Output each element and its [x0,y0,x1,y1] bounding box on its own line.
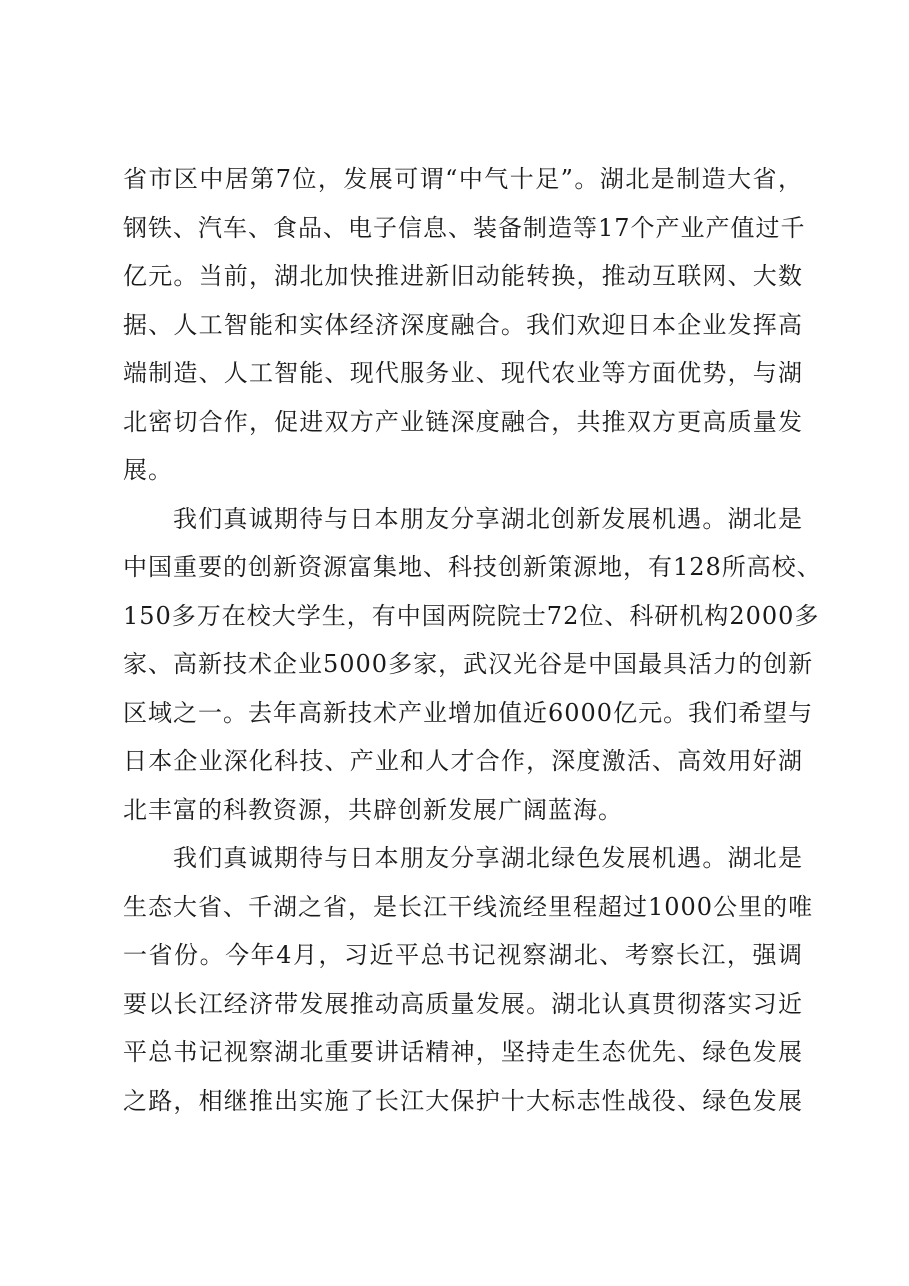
text-line: 我们真诚期待与日本朋友分享湖北创新发展机遇。湖北是 [173,504,803,533]
text-line: 端制造、人工智能、现代服务业、现代农业等方面优势，与湖 [123,359,803,387]
document-body [123,155,822,1125]
text-line: 家、高新技术企业5000多家，武汉光谷是中国最具活力的创新 [123,650,814,678]
text-line: 我们真诚期待与日本朋友分享湖北绿色发展机遇。湖北是 [173,844,803,872]
text-line: 要以长江经济带发展推动高质量发展。湖北认真贯彻落实习近 [123,989,803,1018]
text-line: 日本企业深化科技、产业和人才合作，深度激活、高效用好湖 [123,747,803,775]
text-line: 省市区中居第7位，发展可谓“中气十足”。湖北是制造大省， [123,165,803,193]
text-line: 据、人工智能和实体经济深度融合。我们欢迎日本企业发挥高 [123,310,803,339]
text-line: 北密切合作，促进双方产业链深度融合，共推双方更高质量发 [123,407,803,436]
text-line: 钢铁、汽车、食品、电子信息、装备制造等17个产业产值过千 [123,213,806,242]
text-line: 展。 [123,456,173,484]
paragraph-3 [123,834,814,1125]
text-line: 平总书记视察湖北重要讲话精神，坚持走生态优先、绿色发展 [123,1038,803,1066]
paragraph-2 [123,495,822,835]
text-line: 之路，相继推出实施了长江大保护十大标志性战役、绿色发展 [123,1086,803,1115]
text-line: 区域之一。去年高新技术产业增加值近6000亿元。我们希望与 [123,698,814,727]
text-line: 亿元。当前，湖北加快推进新旧动能转换，推动互联网、大数 [123,262,803,290]
text-line: 北丰富的科教资源，共辟创新发展广阔蓝海。 [123,795,623,824]
text-line: 一省份。今年4月，习近平总书记视察湖北、考察长江，强调 [123,941,803,969]
paragraph-1 [123,155,806,495]
text-line: 150多万在校大学生，有中国两院院士72位、科研机构2000多 [123,601,820,630]
text-line: 生态大省、千湖之省，是长江干线流经里程超过1000公里的唯 [123,892,814,921]
text-line: 中国重要的创新资源富集地、科技创新策源地，有128所高校、 [123,553,822,581]
